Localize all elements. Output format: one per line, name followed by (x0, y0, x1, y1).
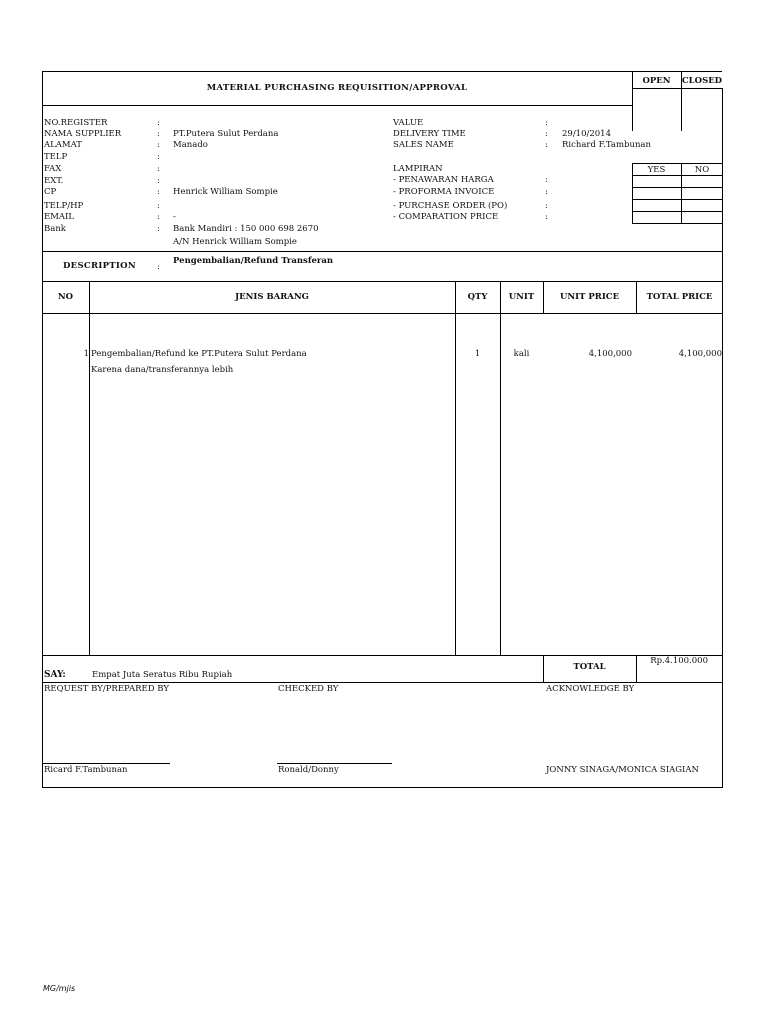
label-alamat: ALAMAT (44, 140, 82, 150)
closed-label: CLOSED (681, 76, 723, 86)
lampiran-item-comparation: - COMPARATION PRICE (393, 212, 499, 222)
lampiran-grid-line (632, 199, 723, 200)
description-value: Pengembalian/Refund Transferan (173, 256, 334, 266)
colon: : (545, 201, 548, 211)
acknowledge-name: JONNY SINAGA/MONICA SIAGIAN (546, 765, 699, 775)
lampiran-item-penawaran: - PENAWARAN HARGA (393, 175, 494, 185)
value-alamat: Manado (173, 140, 208, 150)
colon: : (157, 262, 160, 272)
border-bottom (42, 787, 723, 788)
col-header-jenis-barang: JENIS BARANG (235, 292, 309, 302)
row-no: 1 (83, 349, 89, 359)
lampiran-no-label: NO (694, 165, 710, 175)
say-value: Empat Juta Seratus Ribu Rupiah (92, 670, 233, 680)
lampiran-item-po: - PURCHASE ORDER (PO) (393, 201, 508, 211)
header-bottom-line (42, 105, 632, 106)
lampiran-grid-line (632, 187, 723, 188)
value-bank-account-name: A/N Henrick William Sompie (173, 237, 297, 247)
table-col-line (455, 281, 456, 655)
lampiran-yes-label: YES (647, 165, 666, 175)
value-sales-name: Richard F.Tambunan (562, 140, 651, 150)
value-delivery-time: 29/10/2014 (562, 129, 611, 139)
label-sales-name: SALES NAME (393, 140, 454, 150)
value-bank: Bank Mandiri : 150 000 698 2670 (173, 224, 319, 234)
say-label: SAY: (44, 670, 66, 680)
acknowledge-label: ACKNOWLEDGE BY (546, 684, 635, 694)
say-bottom-line (42, 682, 723, 683)
row-jenis-line1: Pengembalian/Refund ke PT.Putera Sulut Perdana (91, 349, 307, 359)
total-label: TOTAL (573, 662, 606, 672)
label-email: EMAIL (44, 212, 75, 222)
label-cp: CP (44, 187, 57, 197)
label-value: VALUE (393, 118, 424, 128)
lampiran-grid-line (632, 223, 723, 224)
border-top (42, 71, 722, 72)
border-left (42, 71, 43, 788)
table-col-line (89, 281, 90, 655)
lampiran-item-proforma: - PROFORMA INVOICE (393, 187, 495, 197)
colon: : (545, 212, 548, 222)
say-top-line (42, 655, 723, 656)
colon: : (157, 187, 160, 197)
table-header-bottom-line (42, 313, 723, 314)
checked-name: Ronald/Donny (278, 765, 339, 775)
row-unit-price: 4,100,000 (588, 349, 632, 359)
col-header-no: NO (57, 292, 74, 302)
colon: : (157, 212, 160, 222)
value-cp: Henrick William Sompie (173, 187, 278, 197)
lampiran-grid-line (632, 211, 723, 212)
colon: : (157, 118, 160, 128)
colon: : (157, 164, 160, 174)
label-fax: FAX (44, 164, 62, 174)
label-no-register: NO.REGISTER (44, 118, 108, 128)
description-bottom-line (42, 281, 723, 282)
colon: : (157, 152, 160, 162)
colon: : (157, 176, 160, 186)
row-total-price: 4,100,000 (678, 349, 722, 359)
checked-label: CHECKED BY (278, 684, 339, 694)
col-header-unit: UNIT (508, 292, 535, 302)
label-ext: EXT. (44, 176, 64, 186)
colon: : (157, 129, 160, 139)
col-header-total-price: TOTAL PRICE (646, 292, 713, 302)
colon: : (157, 201, 160, 211)
request-signature-line (42, 763, 170, 764)
lampiran-grid-line (632, 163, 723, 164)
row-unit: kali (513, 349, 530, 359)
label-telp: TELP (44, 152, 68, 162)
colon: : (545, 118, 548, 128)
label-bank: Bank (44, 224, 66, 234)
request-name: Ricard F.Tambunan (44, 765, 128, 775)
description-label: DESCRIPTION (63, 261, 136, 271)
open-label: OPEN (642, 76, 671, 86)
value-email: - (173, 212, 176, 222)
col-header-qty: QTY (467, 292, 488, 302)
label-telp-hp: TELP/HP (44, 201, 84, 211)
form-title: MATERIAL PURCHASING REQUISITION/APPROVAL (206, 83, 468, 93)
row-jenis-line2: Karena dana/transferannya lebih (91, 365, 234, 375)
label-delivery-time: DELIVERY TIME (393, 129, 466, 139)
description-top-line (42, 251, 723, 252)
checked-signature-line (277, 763, 392, 764)
value-nama-supplier: PT.Putera Sulut Perdana (173, 129, 279, 139)
request-label: REQUEST BY/PREPARED BY (44, 684, 169, 694)
label-lampiran: LAMPIRAN (393, 164, 443, 174)
label-nama-supplier: NAMA SUPPLIER (44, 129, 122, 139)
open-closed-underline (632, 88, 723, 89)
table-col-line (500, 281, 501, 655)
total-value: Rp.4.100.000 (650, 656, 708, 666)
row-qty: 1 (474, 349, 481, 359)
border-right (722, 88, 723, 788)
colon: : (545, 175, 548, 185)
lampiran-grid-line (632, 175, 723, 176)
colon: : (157, 140, 160, 150)
colon: : (545, 140, 548, 150)
footer-mark: MG/mjis (43, 984, 76, 993)
colon: : (545, 129, 548, 139)
col-header-unit-price: UNIT PRICE (559, 292, 620, 302)
colon: : (157, 224, 160, 234)
colon: : (545, 187, 548, 197)
